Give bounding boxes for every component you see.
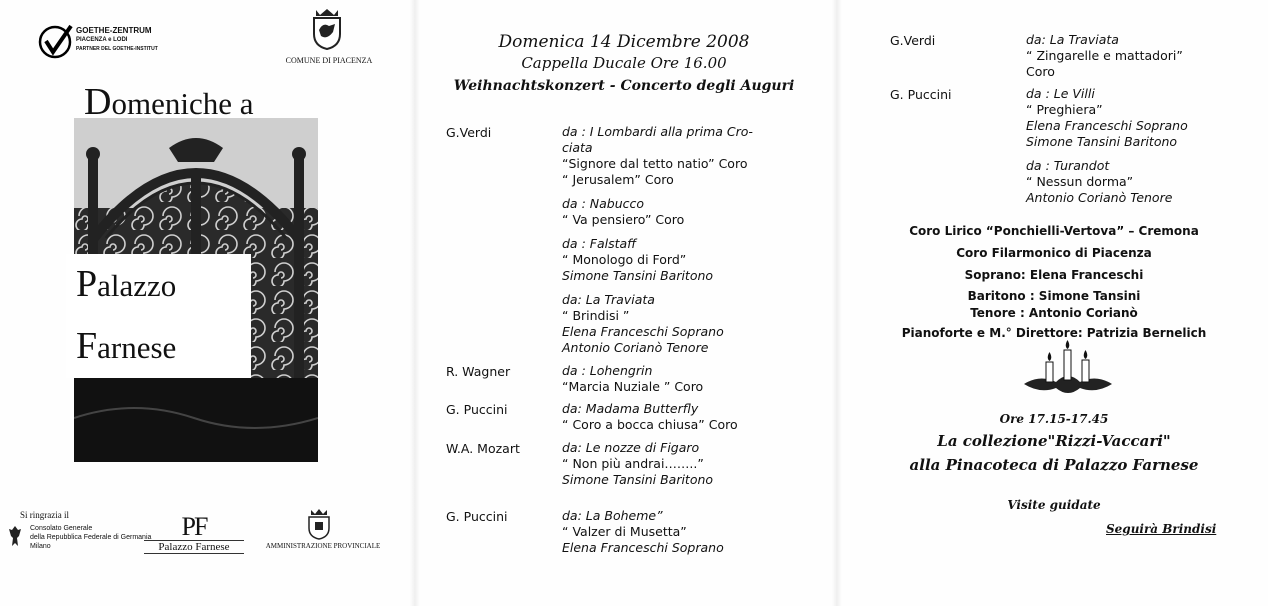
goethe-partner: PARTNER DEL GOETHE-INSTITUT (76, 46, 158, 52)
program-item (1026, 32, 1183, 80)
credit-line: Coro Filarmonico di Piacenza (956, 246, 1152, 260)
piece-line: Antonio Corianò Tenore (562, 340, 709, 355)
consolato-block (30, 524, 151, 551)
piece-line: da : Turandot (1026, 158, 1110, 173)
piece-line: Simone Tansini Baritono (1026, 134, 1178, 149)
piece-line: Elena Franceschi Soprano (562, 324, 724, 339)
piece-line: da: Le nozze di Figaro (562, 440, 700, 455)
consolato-line-1: Consolato Generale (30, 525, 93, 532)
title-line-2: Palazzo (76, 263, 177, 305)
comune-label: COMUNE DI PIACENZA (285, 56, 373, 65)
composer: W.A. Mozart (446, 441, 520, 456)
piece-line: “Marcia Nuziale ” Coro (562, 379, 704, 394)
program-item (562, 440, 713, 488)
composer: G. Puccini (446, 402, 508, 417)
piece-line: Simone Tansini Baritono (562, 472, 714, 487)
consolato-line-3: Milano (30, 543, 51, 550)
title-line-3: Farnese (76, 325, 177, 367)
eagle-icon (8, 524, 22, 548)
pf-mark: PF (181, 512, 207, 541)
piece-line: da : Le Villi (1026, 86, 1095, 101)
program-item (562, 124, 753, 188)
visits-label: Visite guidate (1007, 498, 1101, 512)
piece-line: “Signore dal tetto natio” Coro (562, 156, 748, 171)
composer: G. Puccini (890, 87, 952, 102)
thanks-text: Si ringrazia il (20, 510, 69, 520)
composer: G.Verdi (890, 33, 936, 48)
composer: G. Puccini (446, 509, 508, 524)
piece-line: “ Preghiera” (1026, 102, 1103, 117)
concert-title: Weihnachtskonzert - Concerto degli Auguri (453, 78, 795, 94)
composer: G.Verdi (446, 125, 492, 140)
program-item (1026, 158, 1172, 206)
goethe-city: PIACENZA e LODI (76, 37, 128, 43)
goethe-logo (38, 24, 178, 60)
piece-line: “ Coro a bocca chiusa” Coro (562, 417, 738, 432)
program-item (562, 363, 703, 395)
piece-line: “ Nessun dorma” (1026, 174, 1134, 189)
credit-line: Pianoforte e M.° Direttore: Patrizia Bernelich (901, 326, 1207, 340)
piece-line: Simone Tansini Baritono (562, 268, 714, 283)
program-item (562, 196, 684, 228)
credit-line: Baritono : Simone Tansini (967, 289, 1141, 303)
program-item (562, 236, 713, 284)
piece-line: “ Non più andrai……..” (562, 456, 704, 471)
piece-line: Antonio Corianò Tenore (1026, 190, 1173, 205)
piece-line: da : I Lombardi alla prima Cro- (562, 124, 753, 139)
piece-line: Coro (1026, 64, 1055, 79)
city-crest-icon (310, 8, 344, 50)
credit-line: Tenore : Antonio Corianò (970, 306, 1138, 320)
pf-name: Palazzo Farnese (144, 540, 244, 554)
title-line-1: Domeniche a (84, 81, 254, 123)
piece-line: Elena Franceschi Soprano (562, 540, 724, 555)
piece-line: ciata (562, 140, 593, 155)
piece-line: “ Va pensiero” Coro (562, 212, 685, 227)
piece-line: “ Valzer di Musetta” (562, 524, 687, 539)
piece-line: da: La Traviata (1026, 32, 1119, 47)
piece-line: da: La Boheme” (562, 508, 663, 523)
collection-title: La collezione"Rizzi-Vaccari" (937, 432, 1171, 450)
piece-line: “ Zingarelle e mattadori” (1026, 48, 1183, 63)
credit-line: Soprano: Elena Franceschi (964, 268, 1144, 282)
palazzo-farnese-logo (144, 514, 244, 554)
piece-line: Elena Franceschi Soprano (1026, 118, 1188, 133)
piece-line: “ Jerusalem” Coro (562, 172, 674, 187)
piece-line: da: Madama Butterfly (562, 401, 699, 416)
concert-date: Domenica 14 Dicembre 2008 (498, 32, 750, 52)
cover-panel (0, 0, 410, 606)
visit-time: Ore 17.15-17.45 (999, 412, 1109, 426)
credit-line: Coro Lirico “Ponchielli-Vertova” – Cremona (909, 224, 1199, 238)
composer: R. Wagner (446, 364, 511, 379)
piece-line: da: La Traviata (562, 292, 655, 307)
consolato-line-2: della Repubblica Federale di Germania (30, 534, 152, 541)
advent-candles-icon (1020, 340, 1116, 400)
piece-line: da : Lohengrin (562, 363, 653, 378)
program-item (562, 292, 724, 356)
checkmark-circle-icon (38, 24, 74, 60)
provincia-label: AMMINISTRAZIONE PROVINCIALE (265, 542, 381, 550)
piece-line: da : Nabucco (562, 196, 645, 211)
program-item (562, 508, 724, 556)
goethe-name: GOETHE-ZENTRUM (76, 26, 152, 35)
piece-line: “ Monologo di Ford” (562, 252, 687, 267)
brindisi-label: Seguirà Brindisi (1106, 522, 1217, 536)
program-panel (414, 0, 834, 606)
program-item (1026, 86, 1188, 150)
piece-line: da : Falstaff (562, 236, 637, 251)
concert-venue: Cappella Ducale Ore 16.00 (521, 54, 727, 72)
pinacoteca-title: alla Pinacoteca di Palazzo Farnese (909, 456, 1199, 474)
piece-line: “ Brindisi ” (562, 308, 630, 323)
program-item (562, 401, 738, 433)
province-crest-icon (306, 508, 332, 540)
program-panel-right (840, 0, 1268, 606)
